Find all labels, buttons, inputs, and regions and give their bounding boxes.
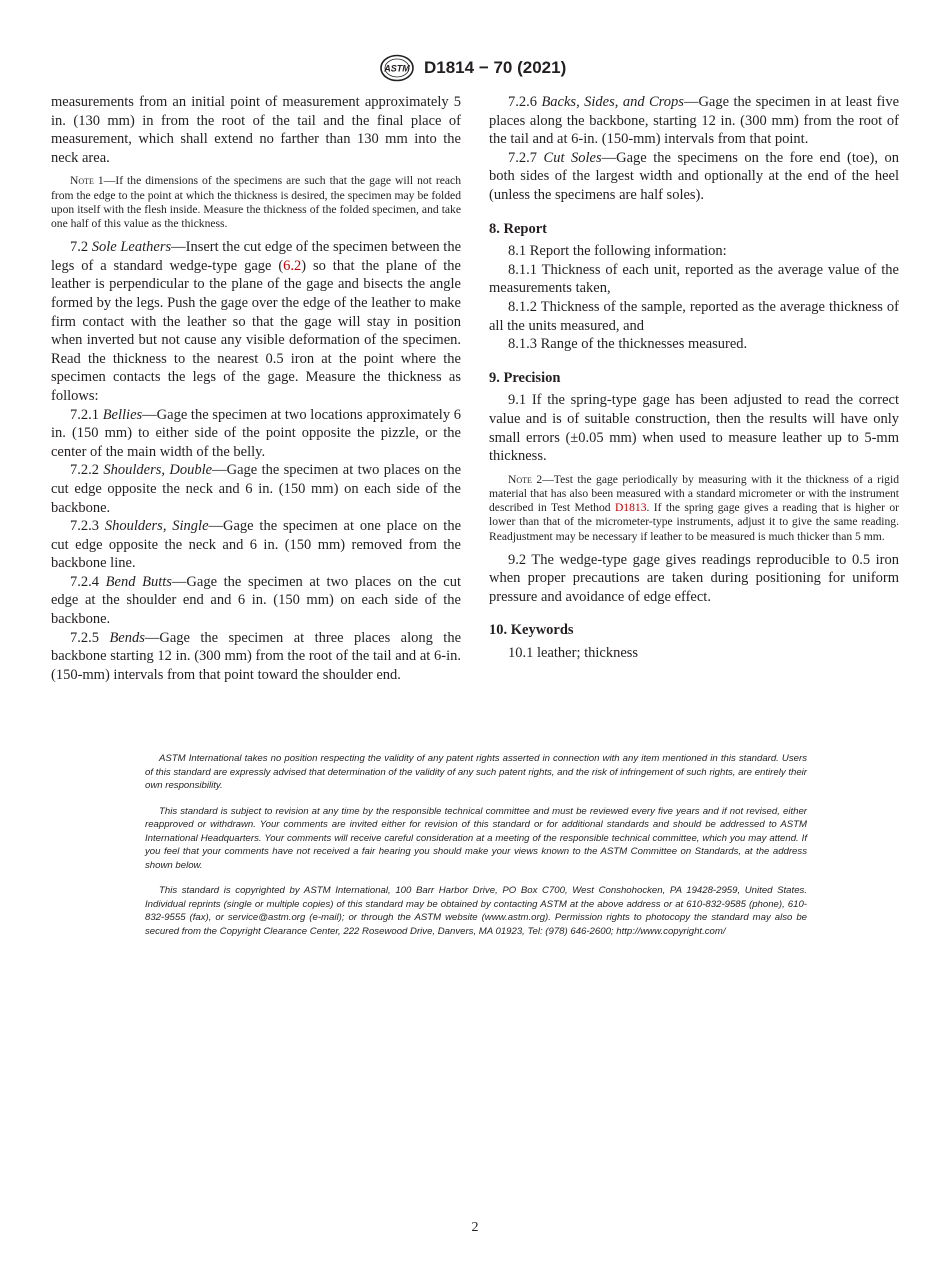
section-heading-keywords: 10. Keywords xyxy=(489,622,574,639)
section-number: 7.2 xyxy=(70,239,89,256)
paragraph-text: —Gage the specimen at two places on the cut edge opposite the neck and 6 in. (150 mm) on each side of the backbone. xyxy=(51,462,462,516)
paragraph-text: —Gage the specimen at three places along the backbone starting 12 in. (300 mm) from the root of the tail and at 6-in. (150-mm) intervals from that point toward the shoulder end. xyxy=(51,629,462,683)
paragraph-8-1-1: 8.1.1 Thickness of each unit, reported as the average value of the measurements taken, xyxy=(489,261,899,297)
astm-logo-icon xyxy=(379,54,415,82)
paragraph-10-1: 10.1 leather; thickness xyxy=(508,645,639,662)
section-title: Shoulders, Double xyxy=(103,462,213,479)
paragraph-text: —Insert the cut edge of the specimen between the legs of a standard wedge-type gage ( xyxy=(51,239,462,274)
note-label: Note 1 xyxy=(70,174,104,188)
section-number: 7.2.6 xyxy=(508,94,537,110)
paragraph-7-2-6 xyxy=(489,93,899,149)
document-designation: D1814 − 70 (2021) xyxy=(424,58,567,77)
logo-text: ASTM xyxy=(384,63,410,74)
paragraph-8-1: 8.1 Report the following information: xyxy=(508,243,727,260)
paragraph-7-2-1 xyxy=(51,406,461,462)
section-title: Bend Butts xyxy=(105,573,172,590)
footer-revision-notice: This standard is subject to revision at any time by the responsible technical committee and must be reviewed every five years and if not revised, either reapproved or withdrawn. Your comments are invited either for revision of this standard or for additional standards and should be addressed to ASTM International Headquarters. Your comments will receive careful consideration at a meeting of the responsible technical committee, which you may attend. If you feel that your comments have not received a fair hearing you should make your views known to the ASTM Committee on Standards, at the address shown below. xyxy=(145,805,807,871)
note-label: Note 2 xyxy=(508,472,543,486)
paragraph-9-2: 9.2 The wedge-type gage gives readings reproducible to 0.5 iron when proper precautions are taken during positioning for uniform pressure and avoidance of edge effect. xyxy=(489,551,899,605)
paragraph-7-2-7 xyxy=(489,149,899,205)
paragraph-8-1-3: 8.1.3 Range of the thicknesses measured. xyxy=(508,336,748,353)
section-number: 7.2.7 xyxy=(508,149,537,166)
section-title: Shoulders, Single xyxy=(104,518,209,535)
footer-patent-notice: ASTM International takes no position respecting the validity of any patent rights asserted in connection with any item mentioned in this standard. Users of this standard are expressly advised that determination of the validity of any such patent rights, and the risk of infringement of such rights, are entirely their own responsibility. xyxy=(145,753,807,791)
legal-footer xyxy=(145,752,807,950)
section-title: Backs, Sides, and Crops xyxy=(541,94,684,110)
section-title: Bellies xyxy=(102,406,143,423)
paragraph-continuation: measurements from an initial point of measurement approximately 5 in. (130 mm) in from the root of the tail and the final place of measurement, which shall extend no farther than 130 mm into the neck area. xyxy=(51,94,461,166)
section-title: Bends xyxy=(109,629,145,646)
note-text: —If the dimensions of the specimens are such that the gage will not reach from the edge to the point at which the thickness is desired, the specimen may be folded upon itself with the flesh inside. Measure the thickness of the folded specimen, and take one half of this value as the thickness. xyxy=(51,174,461,230)
note-1 xyxy=(51,174,461,231)
paragraph-7-2-2 xyxy=(51,461,461,517)
section-title: Cut Soles xyxy=(543,149,602,166)
paragraph-8-1-2: 8.1.2 Thickness of the sample, reported as the average thickness of all the units measured, and xyxy=(489,298,899,334)
left-column xyxy=(51,93,461,684)
paragraph-7-2-3 xyxy=(51,517,461,573)
reference-link-d1813[interactable]: D1813 xyxy=(614,501,647,515)
paragraph-7-2 xyxy=(51,238,461,405)
paragraph-text: —Gage the specimens on the fore end (toe), on both sides of the largest width and optionally at the end of the heel (unless the specimens are half soles). xyxy=(489,149,900,203)
page-number: 2 xyxy=(471,1220,479,1235)
paragraph-9-1: 9.1 If the spring-type gage has been adjusted to read the correct value and is of suitable construction, then the results will have only small errors (±0.05 mm) when used to measure leather up to 5-mm thickness. xyxy=(489,392,899,465)
paragraph-text: —Gage the specimen at two locations approximately 6 in. (150 mm) to either side of the point opposite the pizzle, or the center of the main width of the belly. xyxy=(51,406,462,460)
right-column xyxy=(489,93,899,663)
paragraph-7-2-5 xyxy=(51,629,461,685)
note-text: —Test the gage periodically by measuring with it the thickness of a rigid material that has also been measured with a standard micrometer or with the instrument described in Test Method xyxy=(489,472,899,515)
section-number: 7.2.2 xyxy=(70,462,99,479)
section-heading-precision: 9. Precision xyxy=(489,369,561,386)
note-text: . If the spring gage gives a reading that is higher or lower than that of the micrometer-type instruments, adjust it to give the same reading. Readjustment may be necessary if leather to be measured is much thicker than 5 mm. xyxy=(489,501,899,543)
section-number: 7.2.3 xyxy=(70,518,99,535)
note-2 xyxy=(489,473,899,544)
paragraph-text: —Gage the specimen at two places on the cut edge at the shoulder end and 6 in. (150 mm) on each side of the backbone. xyxy=(51,573,462,628)
paragraph-text: —Gage the specimen in at least five places along the backbone, starting 12 in. (300 mm) from the root of the tail and at 6-in. (150-mm) intervals from that point. xyxy=(489,94,900,148)
page-header xyxy=(0,54,950,84)
paragraph-text: —Gage the specimen at one place on the cut edge opposite the neck and 6 in. (150 mm) removed from the backbone line. xyxy=(51,518,462,572)
paragraph-text: ) so that the plane of the leather is perpendicular to the plane of the gage and bisects the angle formed by the legs. Push the gage over the edge of the leather to make firm contact with the leather so that the gage will stay in position when inverted but not cause any visible deformation of the specimen. Read the thickness to the nearest 0.5 iron at the point where the specimen contacts the legs of the gage. Measure the thickness as follows: xyxy=(51,257,461,404)
footer-copyright-notice: This standard is copyrighted by ASTM International, 100 Barr Harbor Drive, PO Box C700, West Conshohocken, PA 19428-2959, United States. Individual reprints (single or multiple copies) of this standard may be obtained by contacting ASTM at the above address or at 610-832-9585 (phone), 610-832-9555 (fax), or service@astm.org (e-mail); or through the ASTM website (www.astm.org). Permission rights to photocopy the standard may also be secured from the Copyright Clearance Center, 222 Rosewood Drive, Danvers, MA 01923, Tel: (978) 646-2600; http://www.copyright.com/ xyxy=(145,885,807,937)
reference-link-6-2[interactable]: 6.2 xyxy=(283,257,302,274)
section-title: Sole Leathers xyxy=(91,239,172,256)
section-heading-report: 8. Report xyxy=(489,220,547,237)
paragraph-7-2-4 xyxy=(51,573,461,629)
section-number: 7.2.4 xyxy=(70,573,99,590)
section-number: 7.2.5 xyxy=(70,629,99,646)
section-number: 7.2.1 xyxy=(70,406,99,423)
